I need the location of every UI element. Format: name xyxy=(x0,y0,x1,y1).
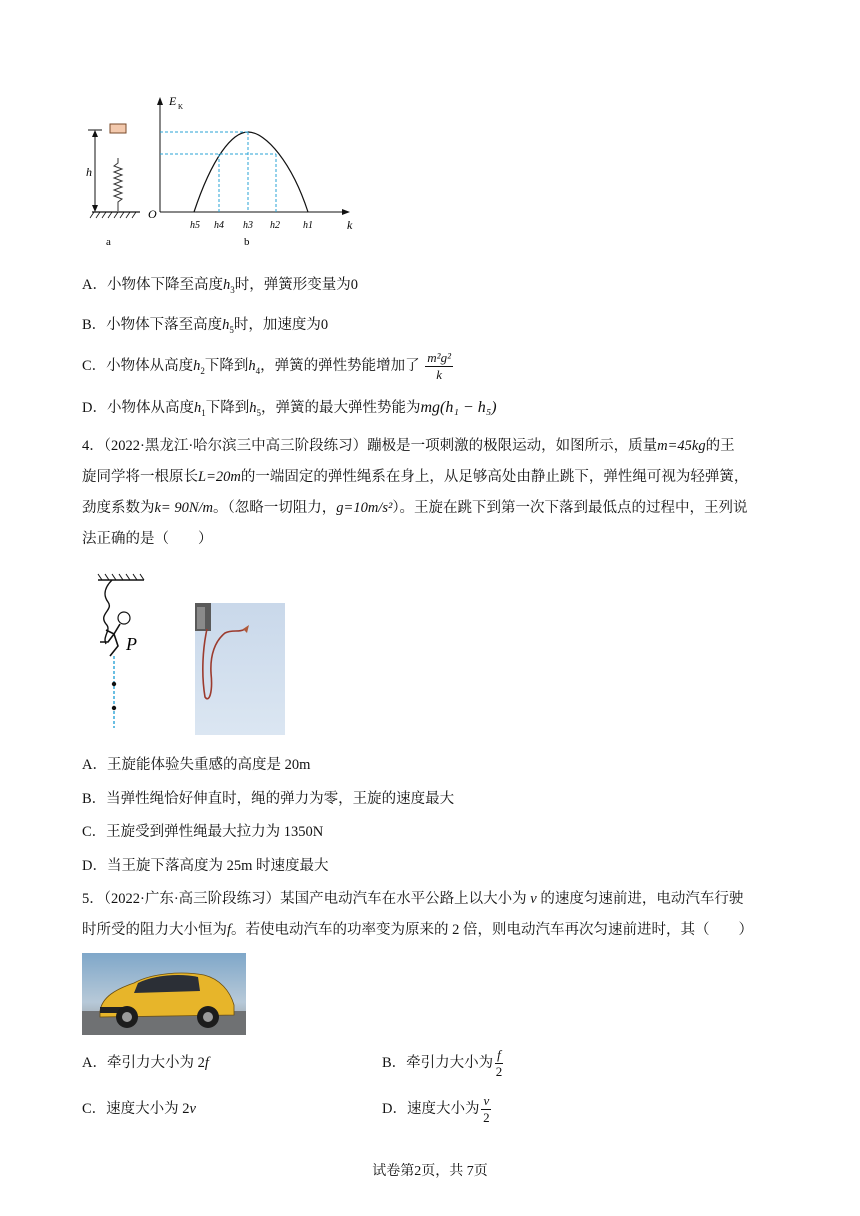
q3-option-d: D．小物体从高度$h_1$下降到$h_5$，弹簧的最大弹性势能为mg(h₁ − h₅) xyxy=(82,399,497,418)
origin-label: O xyxy=(148,207,157,221)
var-v: v xyxy=(530,891,537,907)
tick-h5: h5 xyxy=(190,220,200,231)
gravity-value: g=10m/s² xyxy=(336,500,393,516)
q5-option-c xyxy=(82,1099,196,1119)
q3-option-c: C．小物体从高度$h_2$下降到$h_4$，弹簧的弹性势能增加了 $\frac{\text{m²g²}}{k}$ xyxy=(82,350,451,383)
electric-car-photo xyxy=(82,953,246,1035)
var-f: f xyxy=(204,1055,209,1071)
option-text: 下降到 xyxy=(205,400,250,416)
question-source: （2022·广东·高三阶段练习） xyxy=(103,891,281,907)
option-label: C． xyxy=(82,824,107,840)
spring xyxy=(114,158,122,211)
stem-text: 某国产电动汽车在水平公路上以大小为 xyxy=(280,891,527,907)
stem-text: 法正确的是（ ） xyxy=(82,531,213,547)
option-text: 小物体从高度 xyxy=(106,400,194,416)
option-label: D． xyxy=(82,858,107,874)
subscript: 1 xyxy=(201,407,206,418)
bungee-photo xyxy=(195,603,285,735)
spring-energy-figure xyxy=(82,88,362,250)
option-text: 小物体下落至高度 xyxy=(106,317,223,333)
fraction-numerator: m²g² xyxy=(427,350,451,366)
label-b: b xyxy=(244,236,250,248)
q4-stem xyxy=(82,431,782,555)
option-text: 王旋受到弹性绳最大拉力为 1350N xyxy=(106,824,324,840)
stem-text: 。（忽略一切阻力， xyxy=(213,500,337,516)
stem-text: 的一端固定的弹性绳系在身上，从足够高处由静止跳下，弹性绳可视为轻弹簧， xyxy=(240,469,749,485)
stem-text: 劲度系数为 xyxy=(82,500,155,516)
axis-y-sub: K xyxy=(178,103,184,111)
page-footer: 试卷第2页，共 7页 xyxy=(372,1164,488,1179)
option-text: ，弹簧的最大弹性势能为 xyxy=(260,400,421,416)
option-label: C． xyxy=(82,358,107,374)
q3-option-b xyxy=(82,315,328,340)
max-potential-energy-expr: mg(h₁ − h₅) xyxy=(420,399,497,416)
option-label: D． xyxy=(382,1101,407,1117)
stem-text: 蹦极是一项刺激的极限运动，如图所示，质量 xyxy=(367,438,658,454)
tick-h2: h2 xyxy=(270,220,280,231)
q4-option-b xyxy=(82,789,454,809)
option-text: ，弹簧的弹性势能增加了 xyxy=(260,358,420,374)
question-number: 5． xyxy=(82,891,104,907)
option-label: B． xyxy=(82,791,107,807)
option-text: 牵引力大小为 xyxy=(406,1055,494,1071)
question-source: （2022·黑龙江·哈尔滨三中高三阶段练习） xyxy=(103,438,368,454)
subscript: 2 xyxy=(200,365,205,376)
option-text: 时，加速度为0 xyxy=(233,317,329,333)
option-text: 速度大小为 2 xyxy=(106,1101,190,1117)
q5-option-b xyxy=(382,1043,505,1083)
spring-constant-value: k= 90N/m xyxy=(154,500,214,516)
q4-option-a xyxy=(82,755,310,775)
var-f: f xyxy=(227,922,232,938)
label-h: h xyxy=(86,165,92,179)
option-text: 小物体从高度 xyxy=(106,358,194,374)
option-text: 速度大小为 xyxy=(406,1101,480,1117)
subscript: 4 xyxy=(255,365,261,376)
var-h: h xyxy=(222,277,231,293)
subscript: 5 xyxy=(229,324,234,335)
option-label: A． xyxy=(82,1055,107,1071)
option-text: 当王旋下落高度为 25m 时速度最大 xyxy=(106,858,329,874)
subscript: 5 xyxy=(256,407,261,418)
label-a: a xyxy=(106,236,111,248)
stem-text: 的速度匀速前进，电动汽车行驶 xyxy=(540,891,744,907)
bungee-diagram xyxy=(84,572,154,734)
stem-text: 的王 xyxy=(705,438,735,454)
mass-value: m=45kg xyxy=(657,438,706,454)
option-label: B． xyxy=(382,1055,407,1071)
fraction-denominator: 2 xyxy=(483,1110,490,1126)
option-text: 牵引力大小为 2 xyxy=(106,1055,205,1071)
guide-lines xyxy=(160,132,276,212)
fraction xyxy=(425,350,453,383)
subscript: 3 xyxy=(230,284,235,295)
fraction xyxy=(481,1093,491,1126)
fraction-denominator: k xyxy=(436,367,443,383)
fraction xyxy=(495,1047,503,1080)
axis-y-label: E xyxy=(169,94,177,108)
stem-text: 旋同学将一根原长 xyxy=(82,469,198,485)
tick-h3: h3 xyxy=(243,220,253,231)
option-label: B． xyxy=(82,317,107,333)
option-label: D． xyxy=(82,400,107,416)
stem-text: 时所受的阻力大小恒为 xyxy=(82,922,227,938)
var-v: v xyxy=(189,1101,196,1117)
q4-option-d xyxy=(82,856,329,876)
q3-option-a xyxy=(82,275,358,300)
q5-stem xyxy=(82,884,782,946)
stem-text: 。若使电动汽车的功率变为原来的 2 倍，则电动汽车再次匀速前进时，其（ ） xyxy=(231,922,754,938)
option-text: 下降到 xyxy=(204,358,249,374)
stem-text: ）。王旋在跳下到第一次下落到最低点的过程中，王列说 xyxy=(392,500,748,516)
length-value: L=20m xyxy=(198,469,241,485)
tick-h1: h1 xyxy=(303,220,313,231)
point-p-label: P xyxy=(126,634,137,654)
option-text: 时，弹簧形变量为0 xyxy=(234,277,358,293)
fraction-numerator: f xyxy=(497,1047,501,1063)
ek-curve xyxy=(194,132,308,212)
option-label: A． xyxy=(82,757,107,773)
q5-option-d xyxy=(382,1089,493,1129)
option-label: A． xyxy=(82,277,107,293)
var-h: h xyxy=(222,317,230,333)
fraction-numerator: v xyxy=(483,1093,490,1109)
q5-option-a xyxy=(82,1053,209,1073)
option-label: C． xyxy=(82,1101,107,1117)
falling-block xyxy=(110,124,126,133)
tick-h4: h4 xyxy=(214,220,224,231)
question-number: 4． xyxy=(82,438,104,454)
axis-x-label: k xyxy=(347,218,353,232)
option-text: 小物体下降至高度 xyxy=(106,277,223,293)
q4-option-c xyxy=(82,822,323,842)
fraction-denominator: 2 xyxy=(495,1064,503,1080)
option-text: 当弹性绳恰好伸直时，绳的弹力为零，王旋的速度最大 xyxy=(106,791,455,807)
option-text: 王旋能体验失重感的高度是 20m xyxy=(106,757,311,773)
